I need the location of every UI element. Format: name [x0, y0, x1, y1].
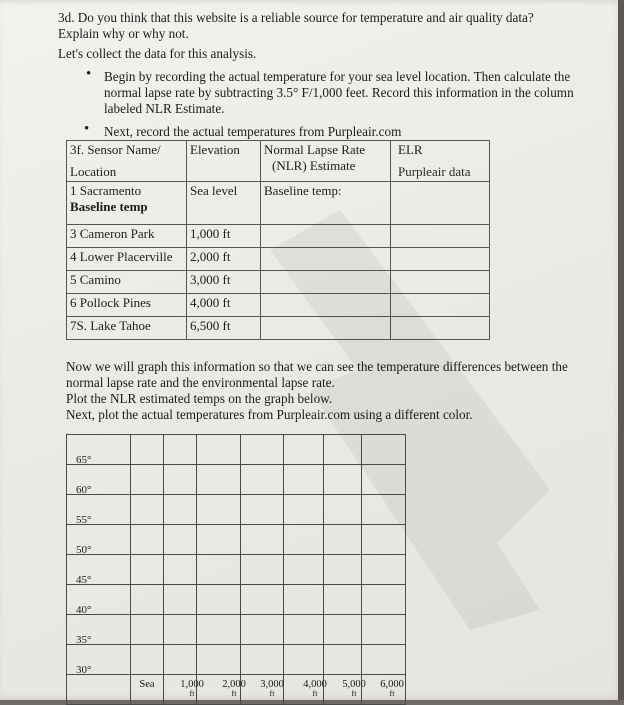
- graph-cell[interactable]: [163, 464, 197, 495]
- graph-cell[interactable]: [323, 554, 362, 585]
- y-axis-label: 35°: [76, 634, 92, 646]
- cell-location: 4 Lower Placerville: [67, 248, 187, 271]
- cell-text: 1 Sacramento: [70, 183, 142, 198]
- graph-cell[interactable]: [323, 584, 362, 615]
- graph-cell[interactable]: [240, 554, 284, 585]
- graph-cell[interactable]: [283, 434, 324, 465]
- header-text: ELR: [398, 142, 423, 157]
- cell-elevation: Sea level: [187, 182, 261, 225]
- graph-cell[interactable]: [283, 494, 324, 525]
- cell-elevation: 4,000 ft: [187, 294, 261, 317]
- graph-cell[interactable]: [240, 434, 284, 465]
- graph-cell[interactable]: [163, 524, 197, 555]
- header-text: Normal Lapse Rate: [264, 142, 366, 157]
- intro-text: Let's collect the data for this analysis.: [58, 46, 257, 61]
- x-axis-label: 1,000 ft: [180, 679, 204, 698]
- graph-intro-line-2: normal lapse rate and the environmental lapse rate.: [66, 375, 335, 390]
- graph-cell[interactable]: [196, 554, 241, 585]
- header-sensor-location: [67, 141, 187, 182]
- page-edge: [618, 0, 624, 700]
- graph-cell[interactable]: [196, 434, 241, 465]
- bullet-2-line-1: Next, record the actual temperatures from Purpleair.com: [104, 124, 402, 139]
- x-axis-label: 2,000 ft: [222, 679, 246, 698]
- graph-intro-line-3: Plot the NLR estimated temps on the graph below.: [66, 391, 333, 406]
- graph-cell[interactable]: [283, 524, 324, 555]
- graph-cell[interactable]: [196, 614, 241, 645]
- y-axis-label: 45°: [76, 574, 92, 586]
- cell-location: 5 Camino: [67, 271, 187, 294]
- graph-cell[interactable]: [361, 524, 406, 555]
- graph-cell[interactable]: [130, 614, 164, 645]
- header-elevation: [187, 141, 261, 182]
- cell-location: 3 Cameron Park: [67, 225, 187, 248]
- graph-cell[interactable]: [130, 644, 164, 675]
- question-line-1: 3d. Do you think that this website is a reliable source for temperature and air quality data?: [58, 10, 534, 25]
- graph-cell[interactable]: [240, 464, 284, 495]
- cell-elevation: 2,000 ft: [187, 248, 261, 271]
- graph-cell[interactable]: [283, 584, 324, 615]
- y-axis-label: 40°: [76, 604, 92, 616]
- bullet-icon: •: [84, 121, 90, 137]
- graph-cell[interactable]: [240, 644, 284, 675]
- cell-nlr[interactable]: Baseline temp:: [261, 182, 391, 225]
- cell-location: [67, 182, 187, 225]
- cell-elevation: 1,000 ft: [187, 225, 261, 248]
- cell-location: 6 Pollock Pines: [67, 294, 187, 317]
- graph-cell[interactable]: [130, 494, 164, 525]
- x-axis-label: Sea: [139, 679, 155, 690]
- graph-cell[interactable]: [283, 614, 324, 645]
- y-axis-label: 30°: [76, 664, 92, 676]
- graph-cell[interactable]: [196, 644, 241, 675]
- y-axis-label: 60°: [76, 484, 92, 496]
- header-text: Purpleair data: [398, 164, 471, 179]
- graph-intro-line-1: Now we will graph this information so that we can see the temperature differences between the: [66, 359, 568, 374]
- graph-cell[interactable]: [323, 614, 362, 645]
- graph-cell[interactable]: [163, 434, 197, 465]
- cell-elevation: 6,500 ft: [187, 317, 261, 340]
- graph-cell[interactable]: [196, 494, 241, 525]
- graph-cell[interactable]: [196, 524, 241, 555]
- graph-cell[interactable]: [163, 614, 197, 645]
- graph-cell[interactable]: [130, 524, 164, 555]
- graph-cell[interactable]: [361, 614, 406, 645]
- graph-cell[interactable]: [163, 554, 197, 585]
- bullet-1-line-2: normal lapse rate by subtracting 3.5° F/1,000 feet. Record this information in the column: [104, 85, 574, 100]
- graph-cell[interactable]: [130, 584, 164, 615]
- graph-cell[interactable]: [323, 644, 362, 675]
- graph-cell[interactable]: [361, 434, 406, 465]
- graph-cell[interactable]: [130, 554, 164, 585]
- x-axis-label: 4,000 ft: [303, 679, 327, 698]
- header-text: (NLR) Estimate: [272, 158, 356, 173]
- graph-cell[interactable]: [323, 524, 362, 555]
- x-axis-label: 5,000 ft: [342, 679, 366, 698]
- graph-cell[interactable]: [66, 674, 131, 705]
- graph-cell[interactable]: [361, 644, 406, 675]
- question-line-2: Explain why or why not.: [58, 26, 189, 41]
- graph-cell[interactable]: [130, 434, 164, 465]
- graph-cell[interactable]: [130, 464, 164, 495]
- x-axis-label: 3,000 ft: [260, 679, 284, 698]
- graph-cell[interactable]: [323, 434, 362, 465]
- y-axis-label: 50°: [76, 544, 92, 556]
- graph-cell[interactable]: [196, 464, 241, 495]
- graph-cell[interactable]: [323, 494, 362, 525]
- graph-cell[interactable]: [283, 554, 324, 585]
- graph-cell[interactable]: [361, 554, 406, 585]
- header-text: Elevation: [190, 142, 240, 157]
- header-text: 3f. Sensor Name/: [70, 142, 161, 157]
- graph-cell[interactable]: [163, 584, 197, 615]
- x-axis-label: 6,000 ft: [380, 679, 404, 698]
- graph-cell[interactable]: [163, 644, 197, 675]
- header-elr: [391, 141, 490, 182]
- cell-text: Baseline temp: [70, 199, 148, 214]
- graph-cell[interactable]: [361, 584, 406, 615]
- bullet-1-line-1: Begin by recording the actual temperature for your sea level location. Then calculate the: [104, 69, 571, 84]
- cell-elevation: 3,000 ft: [187, 271, 261, 294]
- graph-cell[interactable]: [196, 584, 241, 615]
- graph-cell[interactable]: [323, 464, 362, 495]
- graph-cell[interactable]: [283, 464, 324, 495]
- y-axis-label: 55°: [76, 514, 92, 526]
- graph-cell[interactable]: [283, 644, 324, 675]
- header-text: Location: [70, 164, 117, 179]
- cell-location: 7S. Lake Tahoe: [67, 317, 187, 340]
- bullet-icon: •: [86, 66, 92, 82]
- graph-cell[interactable]: [163, 494, 197, 525]
- y-axis-label: 65°: [76, 454, 92, 466]
- graph-cell[interactable]: [361, 494, 406, 525]
- graph-cell[interactable]: [240, 524, 284, 555]
- graph-cell[interactable]: [240, 584, 284, 615]
- bullet-1-line-3: labeled NLR Estimate.: [104, 101, 225, 116]
- graph-cell[interactable]: [240, 614, 284, 645]
- header-nlr: [261, 141, 391, 182]
- table-header-row: [67, 141, 490, 182]
- graph-intro-line-4: Next, plot the actual temperatures from Purpleair.com using a different color.: [66, 407, 473, 422]
- graph-cell[interactable]: [361, 464, 406, 495]
- graph-cell[interactable]: [240, 494, 284, 525]
